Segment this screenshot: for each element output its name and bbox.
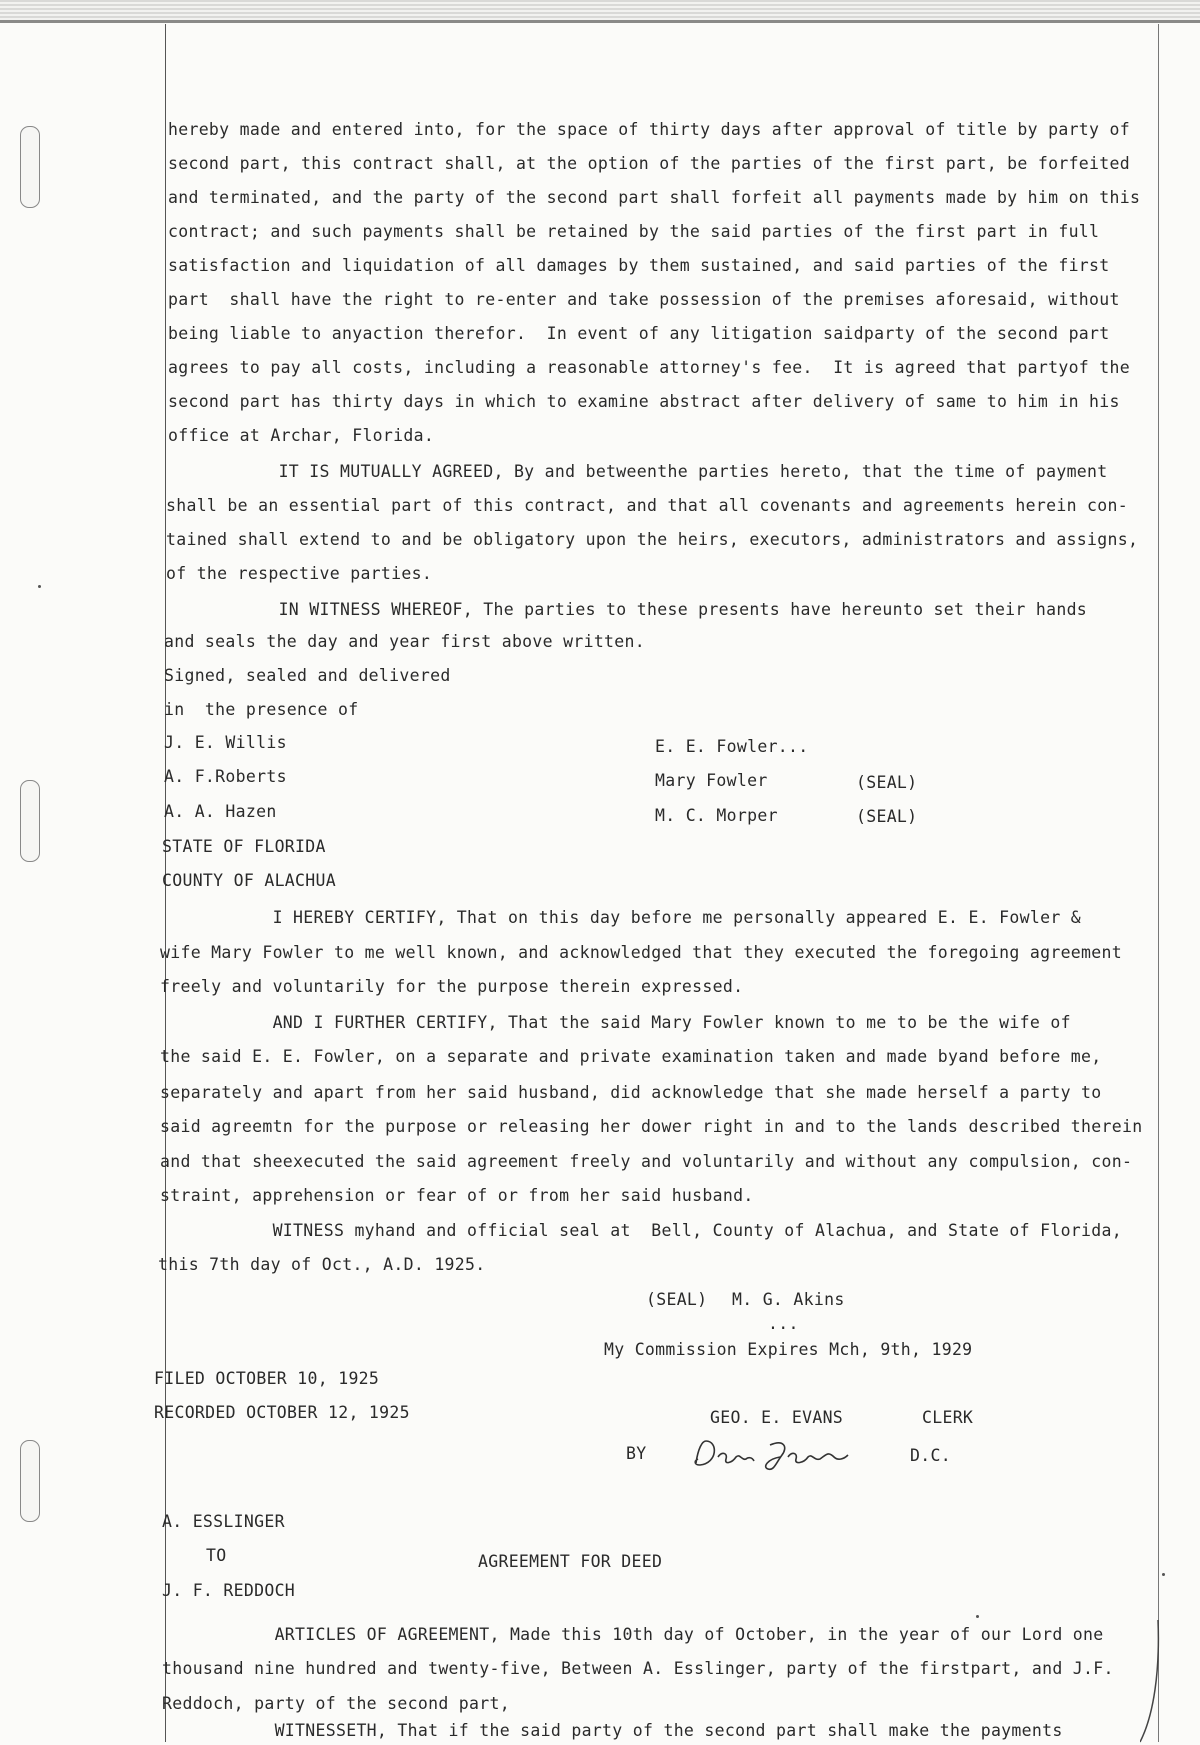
signer-name: E. E. Fowler... — [655, 737, 809, 756]
witness-name: A. F.Roberts — [164, 767, 287, 786]
speck — [38, 585, 41, 588]
page-top-edge — [0, 0, 1200, 20]
body-line: in the presence of — [164, 700, 359, 719]
next-body-line: Reddoch, party of the second part, — [162, 1694, 510, 1713]
binder-hole-top — [20, 126, 40, 208]
clerk-title: CLERK — [922, 1408, 974, 1427]
body-line: being liable to anyaction therefor. In event of any litigation saidparty of the second part — [168, 324, 1110, 343]
binder-hole-middle — [20, 780, 40, 862]
certificate-line: this 7th day of Oct., A.D. 1925. — [158, 1255, 486, 1274]
body-line: office at Archar, Florida. — [168, 426, 435, 445]
signer-name: M. C. Morper — [655, 806, 778, 825]
certificate-line: AND I FURTHER CERTIFY, That the said Mary Fowler known to me to be the wife of — [160, 1013, 1071, 1032]
clerk-name: GEO. E. EVANS — [710, 1408, 844, 1427]
notary-commission: My Commission Expires Mch, 9th, 1929 — [604, 1340, 973, 1359]
grantor-name: A. ESSLINGER — [162, 1512, 285, 1531]
body-line: and terminated, and the party of the second part shall forfeit all payments made by him on this — [168, 188, 1141, 207]
instrument-title: AGREEMENT FOR DEED — [478, 1552, 663, 1571]
notary-name: M. G. Akins — [732, 1290, 845, 1309]
body-line: second part has thirty days in which to examine abstract after delivery of same to him in his — [168, 392, 1120, 411]
body-line: and seals the day and year first above written. — [164, 632, 645, 651]
body-line: of the respective parties. — [166, 564, 433, 583]
venue-county: COUNTY OF ALACHUA — [162, 871, 336, 890]
deputy-clerk-label: D.C. — [910, 1446, 951, 1465]
certificate-line: and that sheexecuted the said agreement freely and voluntarily and without any compulsion, con- — [160, 1152, 1133, 1171]
venue-state: STATE OF FLORIDA — [162, 837, 326, 856]
filed-date: FILED OCTOBER 10, 1925 — [154, 1369, 380, 1388]
next-body-line: ARTICLES OF AGREEMENT, Made this 10th day of October, in the year of our Lord one — [162, 1625, 1104, 1644]
body-line: satisfaction and liquidation of all damages by them sustained, and said parties of the first — [168, 256, 1110, 275]
to-label: TO — [206, 1546, 227, 1565]
witness-name: J. E. Willis — [164, 733, 287, 752]
certificate-line: WITNESS myhand and official seal at Bell, County of Alachua, and State of Florida, — [160, 1221, 1122, 1240]
signer-seal: (SEAL) — [856, 773, 918, 792]
page-top-rule — [0, 20, 1200, 23]
certificate-line: separately and apart from her said husband, did acknowledge that she made herself a party to — [160, 1083, 1102, 1102]
certificate-line: wife Mary Fowler to me well known, and acknowledged that they executed the foregoing agreement — [160, 943, 1122, 962]
body-line: second part, this contract shall, at the option of the parties of the first part, be forfeited — [168, 154, 1130, 173]
body-line: hereby made and entered into, for the space of thirty days after approval of title by party of — [168, 120, 1130, 139]
witness-name: A. A. Hazen — [164, 802, 277, 821]
certificate-line: I HEREBY CERTIFY, That on this day before me personally appeared E. E. Fowler & — [160, 908, 1082, 927]
body-line: contract; and such payments shall be retained by the said parties of the first part in full — [168, 222, 1100, 241]
by-label: BY — [626, 1444, 647, 1463]
grantee-name: J. F. REDDOCH — [162, 1581, 296, 1600]
body-line: IN WITNESS WHEREOF, The parties to these presents have hereunto set their hands — [166, 600, 1088, 619]
next-body-line: thousand nine hundred and twenty-five, Between A. Esslinger, party of the firstpart, and J.F. — [162, 1659, 1114, 1678]
certificate-line: freely and voluntarily for the purpose therein expressed. — [160, 977, 744, 996]
body-line: Signed, sealed and delivered — [164, 666, 451, 685]
right-margin-rule — [1158, 24, 1159, 1742]
notary-seal: (SEAL) — [646, 1290, 708, 1309]
body-line: agrees to pay all costs, including a reasonable attorney's fee. It is agreed that partyof the — [168, 358, 1130, 377]
recorded-date: RECORDED OCTOBER 12, 1925 — [154, 1403, 410, 1422]
deputy-clerk-signature — [688, 1435, 858, 1473]
body-line: part shall have the right to re-enter and take possession of the premises aforesaid, without — [168, 290, 1120, 309]
signer-seal: (SEAL) — [856, 807, 918, 826]
speck — [1162, 1573, 1165, 1576]
certificate-line: the said E. E. Fowler, on a separate and private examination taken and made byand before me, — [160, 1047, 1102, 1066]
notary-dots: ... — [768, 1314, 799, 1333]
body-line: IT IS MUTUALLY AGREED, By and betweenthe parties hereto, that the time of payment — [166, 462, 1108, 481]
certificate-line: said agreemtn for the purpose or releasing her dower right in and to the lands described therein — [160, 1117, 1143, 1136]
next-body-line: WITNESSETH, That if the said party of the second part shall make the payments — [162, 1721, 1063, 1740]
speck — [976, 1615, 979, 1618]
binder-hole-bottom — [20, 1440, 40, 1522]
page-curl-edge — [1140, 1620, 1200, 1745]
signer-name: Mary Fowler — [655, 771, 768, 790]
certificate-line: straint, apprehension or fear of or from her said husband. — [160, 1186, 754, 1205]
body-line: shall be an essential part of this contract, and that all covenants and agreements herein con- — [166, 496, 1128, 515]
body-line: tained shall extend to and be obligatory upon the heirs, executors, administrators and assigns, — [166, 530, 1139, 549]
